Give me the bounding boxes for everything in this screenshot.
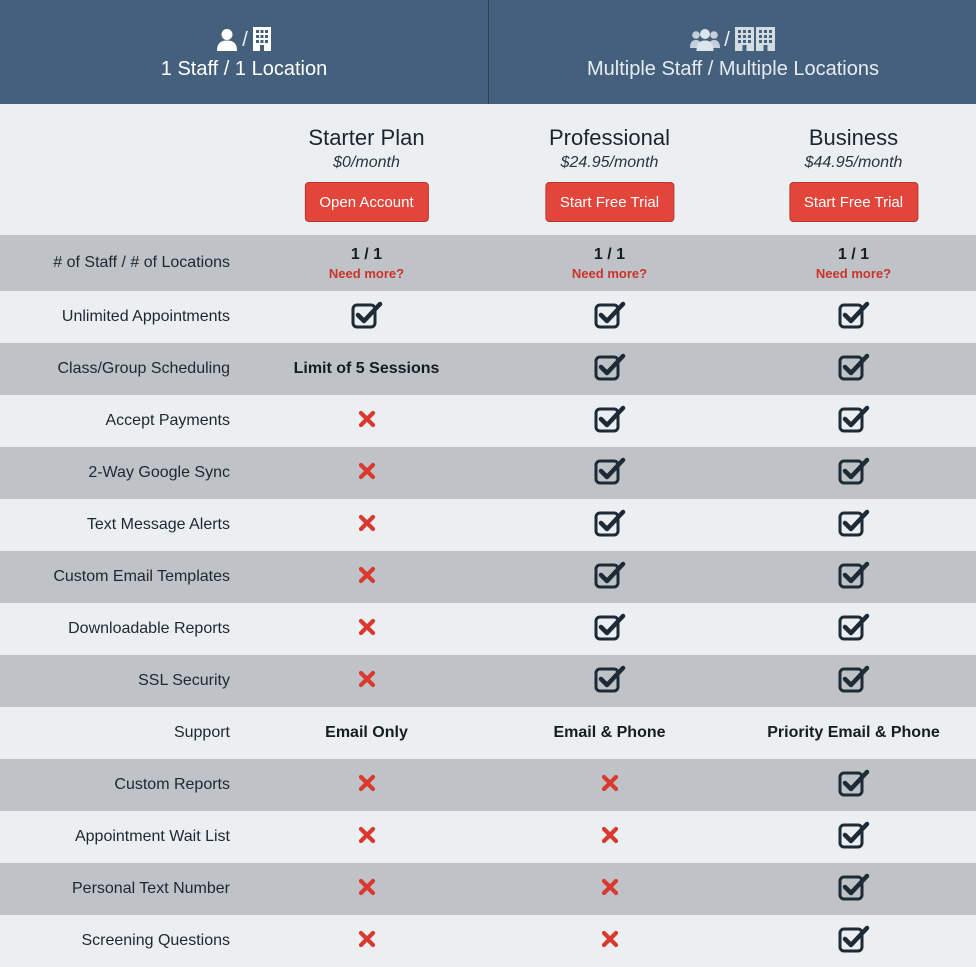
feature-cell	[245, 551, 488, 603]
feature-row	[0, 759, 976, 811]
checkbox-checked-icon	[838, 301, 870, 334]
feature-row	[0, 603, 976, 655]
feature-label: Class/Group Scheduling	[57, 360, 230, 377]
feature-label: Custom Email Templates	[53, 568, 230, 585]
feature-cell	[245, 655, 488, 707]
start-free-trial-button-business[interactable]: Start Free Trial	[789, 182, 918, 222]
feature-label: Support	[173, 724, 230, 741]
checkbox-checked-icon	[594, 405, 626, 438]
feature-row	[0, 811, 976, 863]
cell-value: Email & Phone	[553, 724, 666, 741]
single-staff-label: 1 Staff / 1 Location	[160, 58, 328, 80]
checkbox-checked-icon	[838, 665, 870, 698]
feature-cell	[488, 447, 731, 499]
feature-label: Screening Questions	[81, 932, 230, 949]
checkbox-checked-icon	[594, 561, 626, 594]
feature-cell	[245, 915, 488, 967]
plan-price: $24.95/month	[560, 154, 659, 171]
cross-icon	[358, 878, 376, 901]
feature-label: Appointment Wait List	[74, 828, 230, 845]
cell-value: Priority Email & Phone	[767, 724, 940, 741]
feature-row	[0, 707, 976, 759]
feature-cell	[732, 291, 975, 343]
checkbox-checked-icon	[594, 457, 626, 490]
feature-cell	[245, 447, 488, 499]
feature-label: Unlimited Appointments	[61, 308, 230, 325]
checkbox-checked-icon	[838, 769, 870, 802]
multiple-staff-category	[488, 0, 976, 104]
plan-name: Professional	[548, 125, 671, 150]
feature-cell	[732, 551, 975, 603]
feature-row	[0, 551, 976, 603]
cross-icon	[601, 930, 619, 953]
feature-cell	[488, 499, 731, 551]
cross-icon	[358, 462, 376, 485]
building-icon	[252, 26, 272, 52]
checkbox-checked-icon	[838, 405, 870, 438]
icon-separator: /	[242, 29, 248, 51]
feature-cell	[732, 863, 975, 915]
feature-cell	[488, 915, 731, 967]
cross-icon	[601, 878, 619, 901]
feature-row	[0, 343, 976, 395]
feature-cell	[488, 395, 731, 447]
feature-cell	[245, 603, 488, 655]
feature-label: 2-Way Google Sync	[88, 464, 230, 481]
checkbox-checked-icon	[594, 665, 626, 698]
checkbox-checked-icon	[838, 457, 870, 490]
feature-cell	[245, 235, 488, 291]
feature-cell	[732, 343, 975, 395]
cell-value: 1 / 1	[593, 245, 626, 263]
plans-row	[0, 104, 976, 235]
feature-row	[0, 395, 976, 447]
feature-row	[0, 655, 976, 707]
checkbox-checked-icon	[838, 613, 870, 646]
feature-label: Downloadable Reports	[68, 620, 230, 637]
feature-cell	[245, 863, 488, 915]
cross-icon	[601, 826, 619, 849]
checkbox-checked-icon	[594, 509, 626, 542]
feature-row	[0, 235, 976, 291]
feature-cell	[245, 343, 488, 395]
need-more-link[interactable]: Need more?	[571, 265, 648, 281]
checkbox-checked-icon	[838, 353, 870, 386]
open-account-button[interactable]: Open Account	[304, 182, 428, 222]
cell-value: 1 / 1	[837, 245, 870, 263]
feature-cell	[245, 291, 488, 343]
feature-row	[0, 291, 976, 343]
feature-cell	[488, 863, 731, 915]
feature-cell	[732, 655, 975, 707]
multiple-staff-label: Multiple Staff / Multiple Locations	[586, 58, 879, 80]
user-icon	[216, 28, 238, 52]
cross-icon	[358, 514, 376, 537]
cell-value: 1 / 1	[350, 245, 383, 263]
icon-separator: /	[724, 29, 730, 51]
cross-icon	[358, 826, 376, 849]
feature-cell	[488, 235, 731, 291]
need-more-link[interactable]: Need more?	[328, 265, 405, 281]
cross-icon	[358, 410, 376, 433]
feature-row	[0, 447, 976, 499]
single-staff-category	[0, 0, 488, 104]
feature-cell	[488, 707, 731, 759]
feature-cell	[732, 395, 975, 447]
checkbox-checked-icon	[594, 301, 626, 334]
start-free-trial-button-professional[interactable]: Start Free Trial	[545, 182, 674, 222]
feature-cell	[732, 759, 975, 811]
cell-value: Limit of 5 Sessions	[293, 360, 440, 377]
checkbox-checked-icon	[838, 561, 870, 594]
feature-cell	[732, 603, 975, 655]
feature-label: # of Staff / # of Locations	[53, 254, 230, 271]
plan-price: $44.95/month	[804, 154, 903, 171]
cross-icon	[601, 774, 619, 797]
feature-cell	[732, 447, 975, 499]
feature-cell	[245, 707, 488, 759]
feature-cell	[732, 235, 975, 291]
feature-cell	[732, 707, 975, 759]
checkbox-checked-icon	[838, 873, 870, 906]
buildings-icon	[734, 26, 776, 52]
cross-icon	[358, 618, 376, 641]
feature-cell	[488, 655, 731, 707]
feature-cell	[488, 291, 731, 343]
need-more-link[interactable]: Need more?	[815, 265, 892, 281]
feature-cell	[488, 343, 731, 395]
feature-cell	[245, 759, 488, 811]
cell-value: Email Only	[325, 724, 408, 741]
feature-label: Custom Reports	[114, 776, 230, 793]
plan-category-header	[0, 0, 976, 104]
feature-cell	[245, 811, 488, 863]
checkbox-checked-icon	[838, 925, 870, 958]
feature-cell	[732, 915, 975, 967]
feature-label: Personal Text Number	[72, 880, 230, 897]
plan-price: $0/month	[333, 154, 400, 171]
checkbox-checked-icon	[838, 821, 870, 854]
feature-cell	[488, 759, 731, 811]
feature-cell	[732, 811, 975, 863]
cross-icon	[358, 930, 376, 953]
cross-icon	[358, 566, 376, 589]
plan-name: Starter Plan	[308, 125, 425, 150]
feature-row	[0, 499, 976, 551]
multiple-staff-icons	[489, 22, 976, 52]
checkbox-checked-icon	[594, 353, 626, 386]
cross-icon	[358, 774, 376, 797]
feature-cell	[488, 603, 731, 655]
feature-label: Accept Payments	[105, 412, 230, 429]
checkbox-checked-icon	[351, 301, 383, 334]
checkbox-checked-icon	[838, 509, 870, 542]
feature-label: SSL Security	[138, 672, 230, 689]
feature-cell	[488, 811, 731, 863]
plan-name: Business	[808, 125, 899, 150]
feature-cell	[245, 499, 488, 551]
feature-cell	[732, 499, 975, 551]
single-staff-icons	[0, 22, 488, 52]
feature-cell	[245, 395, 488, 447]
users-icon	[690, 28, 720, 52]
feature-cell	[488, 551, 731, 603]
feature-row	[0, 863, 976, 915]
feature-label: Text Message Alerts	[86, 516, 230, 533]
cross-icon	[358, 670, 376, 693]
checkbox-checked-icon	[594, 613, 626, 646]
feature-row	[0, 915, 976, 967]
